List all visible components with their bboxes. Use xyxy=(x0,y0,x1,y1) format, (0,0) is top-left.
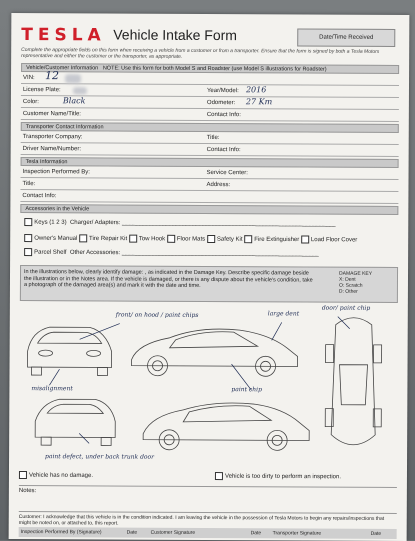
damage-key-scratch: O: Scratch xyxy=(338,282,363,289)
section-transporter-title: Transporter Contact Information xyxy=(25,124,104,131)
section-accessories xyxy=(20,204,398,215)
vin-redaction xyxy=(65,74,81,83)
safety-kit-label: Safety Kit xyxy=(216,236,243,243)
color-value: Black xyxy=(62,96,86,106)
transporter-title-label: Title: xyxy=(206,134,220,142)
top-view-car xyxy=(325,318,382,445)
year-value: 2016 xyxy=(245,85,267,95)
date-transporter: Date xyxy=(370,530,382,537)
annotation-misalignment: misalignment xyxy=(31,385,73,393)
side-view-car-lower xyxy=(143,403,309,451)
load-floor-checkbox[interactable] xyxy=(301,235,309,243)
form-header xyxy=(21,25,401,49)
plate-label: License Plate: xyxy=(22,87,61,94)
keys-checkbox[interactable] xyxy=(24,218,32,226)
color-label: Color: xyxy=(22,99,39,106)
damage-key-other: D: Other xyxy=(338,288,358,295)
tesla-title-label: Title: xyxy=(22,181,36,188)
customer-ack: Customer: I acknowledge that this vehicle is in the condition indicated. I am leaving the vehicle in the possession of Tesla Motors to begin any repairs/inspections that might be noted on, or attached to, this report. xyxy=(19,511,397,528)
odometer-label: Odometer: xyxy=(206,99,236,107)
section-accessories-title: Accessories in the Vehicle xyxy=(25,206,90,213)
date-received-box: Date/Time Received xyxy=(297,28,395,47)
inspector-label: Inspection Performed By: xyxy=(22,169,90,176)
section-vehicle-title: Vehicle/Customer Information xyxy=(26,65,99,72)
signature-row xyxy=(19,527,397,539)
damage-key xyxy=(339,271,389,295)
fire-ext-checkbox[interactable] xyxy=(244,235,252,243)
service-center-label: Service Center: xyxy=(206,169,248,177)
vehicle-illustrations xyxy=(19,303,398,471)
annotation-large-dent: large dent xyxy=(267,310,300,318)
tow-hook-label: Tow Hook xyxy=(138,236,166,243)
intake-form-sheet xyxy=(9,13,410,541)
accessories-row-3: Parcel Shelf Other Accessories: ___________________________________________________________ xyxy=(24,248,319,258)
safety-kit-checkbox[interactable] xyxy=(207,235,215,243)
annotation-paint-chip: paint chip xyxy=(231,386,262,394)
tire-repair-checkbox[interactable] xyxy=(79,234,87,242)
row-color xyxy=(21,97,399,110)
accessories-row-1: Keys (1 2 3) Charger/ Adapters: ________________________________________________________________ xyxy=(24,218,335,228)
annotation-door-chip: door/ paint chip xyxy=(321,304,371,312)
fire-ext-label: Fire Extinguisher xyxy=(254,236,300,244)
keys-label: Keys (1 2 3) xyxy=(34,219,67,226)
notes-label: Notes: xyxy=(18,488,37,495)
row-tesla-title xyxy=(20,179,398,192)
charger-label: Charger/ Adapters: xyxy=(69,219,121,227)
plate-redaction xyxy=(73,87,87,94)
condition-checks xyxy=(19,471,397,481)
date-customer: Date xyxy=(250,530,262,537)
address-label: Address: xyxy=(206,181,231,189)
parcel-shelf-label: Parcel Shelf xyxy=(34,249,67,256)
too-dirty-checkbox[interactable] xyxy=(215,472,223,480)
vin-label: VIN: xyxy=(23,75,35,82)
notes-area xyxy=(19,485,397,496)
annotation-front-hood: front/ on hood / paint chips xyxy=(115,311,199,319)
damage-key-title: DAMAGE KEY xyxy=(339,270,373,277)
front-view-car xyxy=(27,327,111,375)
odometer-value: 27 Km xyxy=(245,97,273,107)
floor-mats-checkbox[interactable] xyxy=(167,235,175,243)
row-driver xyxy=(21,144,399,157)
section-vehicle-note: NOTE: Use this form for both Model S and Roadster (use Model S illustrations for Roadster) xyxy=(102,65,327,73)
tesla-contact-label: Contact Info: xyxy=(22,193,57,200)
row-inspector xyxy=(21,167,399,180)
damage-text: In the illustrations below, clearly identify damage: , as indicated in the Damage Key. Describe specific damage beside the illustration or in the Notes area. If the vehicle is damaged, or there is any dispute about the vehicle's condition, take a photograph of the damaged area(s) and mark it with the date and time. xyxy=(23,269,313,289)
rear-view-car xyxy=(35,399,115,445)
annotation-paint-defect: paint defect, under back trunk door xyxy=(45,453,155,461)
vin-value: 12 xyxy=(45,69,60,83)
tire-repair-label: Tire Repair Kit xyxy=(89,235,128,243)
floor-mats-label: Floor Mats xyxy=(176,236,206,243)
other-accessories-label: Other Accessories: xyxy=(69,249,121,257)
section-tesla-title: Tesla Information xyxy=(25,159,68,166)
no-damage-label: Vehicle has no damage. xyxy=(28,472,94,479)
driver-label: Driver Name/Number: xyxy=(22,146,82,153)
row-transporter-company xyxy=(21,132,399,145)
damage-key-dent: X: Dent xyxy=(338,276,356,283)
instructions: Complete the appropriate fields on this form when receiving a vehicle from a customer or from a transporter. Ensure that the form is signed by both a Tesla Motors representative and either the customer or the transporter, as appropriate. xyxy=(21,47,380,60)
load-floor-label: Load Floor Cover xyxy=(310,237,358,244)
sig-customer: Customer Signature xyxy=(150,529,196,536)
row-tesla-contact xyxy=(20,191,398,204)
sig-inspector: Inspection Performed By (Signature) xyxy=(20,529,102,536)
sig-transporter: Transporter Signature xyxy=(272,530,322,537)
owners-manual-label: Owner's Manual xyxy=(34,235,78,242)
no-damage-checkbox[interactable] xyxy=(19,471,27,479)
transporter-company-label: Transporter Company: xyxy=(22,134,83,141)
row-customer xyxy=(21,109,399,122)
side-view-car-upper xyxy=(131,329,297,377)
customer-label: Customer Name/Title: xyxy=(22,111,81,118)
form-title: Vehicle Intake Form xyxy=(113,26,238,44)
accessories-row-2 xyxy=(24,234,357,244)
tesla-logo: TESLA xyxy=(21,25,106,46)
too-dirty-label: Vehicle is too dirty to perform an inspection. xyxy=(224,473,342,481)
parcel-shelf-checkbox[interactable] xyxy=(24,248,32,256)
date-inspector: Date xyxy=(126,529,138,536)
owners-manual-checkbox[interactable] xyxy=(24,234,32,242)
tow-hook-checkbox[interactable] xyxy=(129,235,137,243)
transporter-contact-label: Contact Info: xyxy=(206,146,241,154)
year-label: Year/Model: xyxy=(206,87,239,95)
customer-contact-label: Contact Info: xyxy=(206,111,241,119)
damage-instructions xyxy=(20,265,398,303)
